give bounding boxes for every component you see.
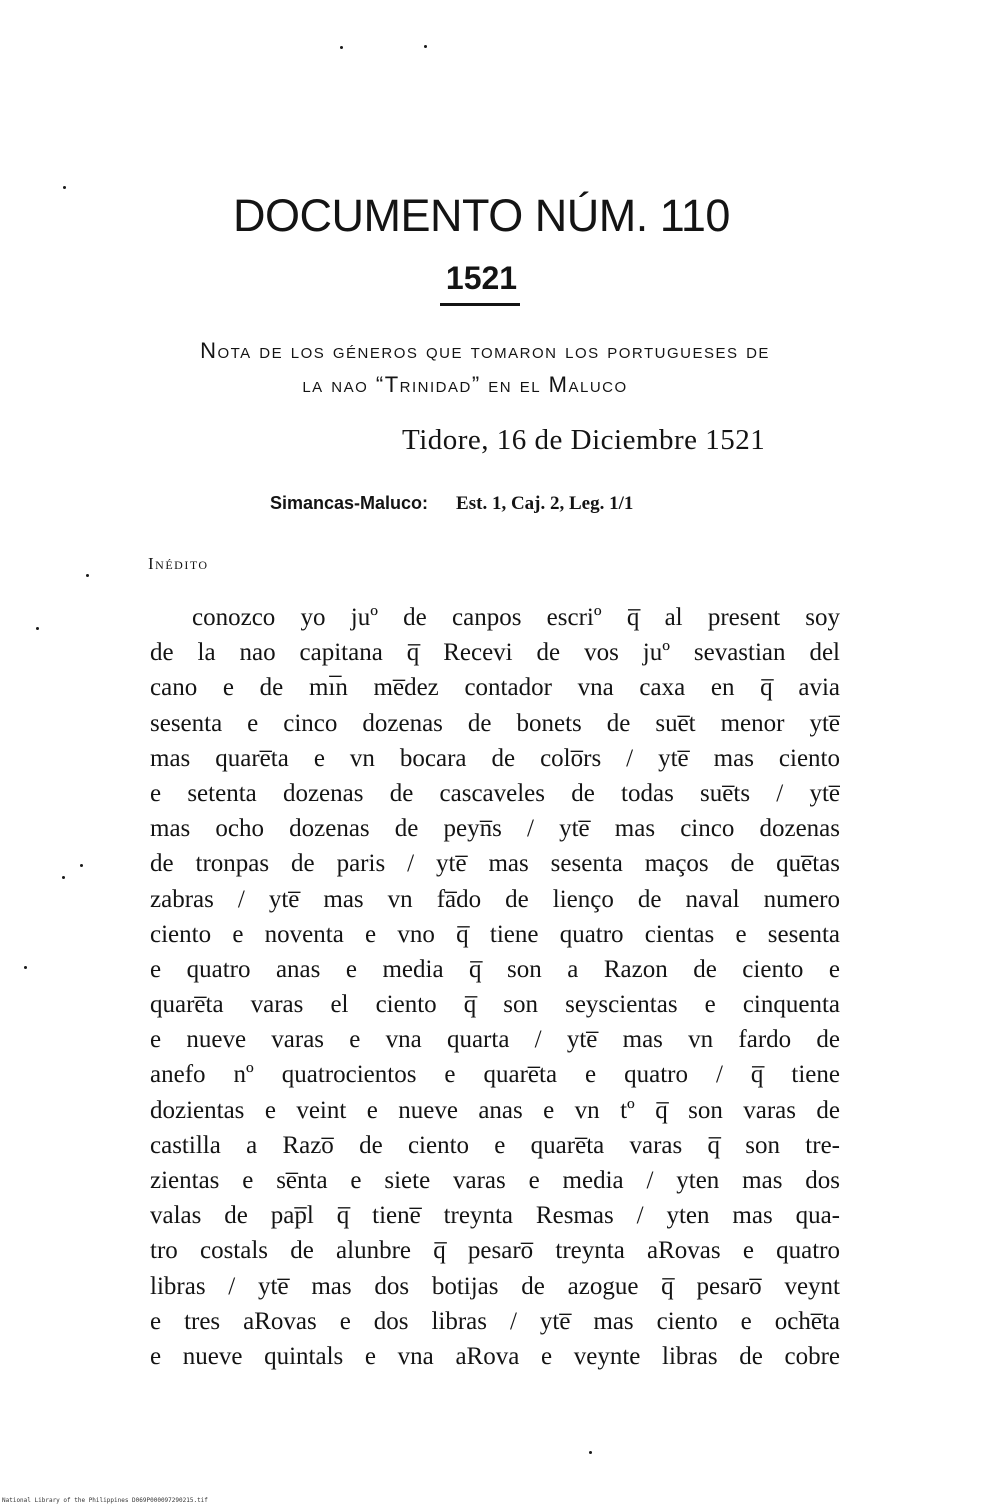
scan-speck [340,46,343,49]
scan-speck [86,574,89,577]
text-line: tro costals de alunbre q̅ pesaro̅ treynta aRovas e quatro [150,1237,840,1265]
subtitle-line-2: la nao “Trinidad” en el Maluco [302,372,628,397]
text-line: dozientas e veint e nueve anas e vn tº q̅ son varas de [150,1096,840,1124]
archive-reference: Est. 1, Caj. 2, Leg. 1/1 [456,493,634,514]
text-line: ciento e noventa e vno q̅ tiene quatro cientas e sesenta [150,920,840,948]
scan-speck [36,627,39,630]
text-line: e nueve quintals e vna aRova e veynte libras de cobre [150,1342,840,1370]
publication-status: Inédito [148,554,209,573]
scan-speck [589,1451,592,1454]
text-line: e setenta dozenas de cascaveles de todas sue̅ts / yte̅ [150,779,840,807]
text-line: zabras / yte̅ mas vn fa̅do de lienço de naval numero [150,885,840,913]
scan-speck [62,876,65,879]
text-line: libras / yte̅ mas dos botijas de azogue q̅ pesaro̅ veynt [150,1272,840,1300]
scan-speck [80,864,83,867]
text-line: valas de pap̅l q̅ tiene̅ treynta Resmas / yten mas qua- [150,1202,840,1230]
text-line: de tronpas de paris / yte̅ mas sesenta maços de que̅tas [150,850,840,878]
text-line: mas quare̅ta e vn bocara de colo̅rs / yte̅ mas ciento [150,744,840,772]
document-year: 1521 [445,260,518,296]
document-title: DOCUMENTO NÚM. 110 [233,190,730,241]
text-line: sesenta e cinco dozenas de bonets de sue̅t menor yte̅ [150,709,840,737]
place-date: Tidore, 16 de Diciembre 1521 [402,424,766,456]
text-line: cano e de mı̅n me̅dez contador vna caxa en q̅ avia [150,674,840,702]
archive-reference-line [270,489,633,518]
text-line: quare̅ta varas el ciento q̅ son seyscientas e cinquenta [150,991,840,1019]
archive-label: Simancas-Maluco: [270,493,429,513]
year-underline [440,303,520,306]
text-line: zientas e se̅nta e siete varas e media / yten mas dos [150,1167,840,1194]
text-line: de la nao capitana q̅ Recevi de vos juº sevastian del [150,639,840,667]
scan-speck [424,45,427,48]
scan-caption: National Library of the Philippines D069P000097290215.tif [2,1497,208,1504]
scan-speck [63,186,66,189]
text-line: e tres aRovas e dos libras / yte̅ mas ciento e oche̅ta [150,1307,840,1335]
scan-speck [24,966,27,969]
text-line: mas ocho dozenas de peyn̅s / yte̅ mas cinco dozenas [150,815,840,843]
text-line: e nueve varas e vna quarta / yte̅ mas vn fardo de [150,1026,840,1054]
subtitle-line-1: Nota de los géneros que tomaron los portugueses de [200,338,770,363]
text-line: castilla a Razo̅ de ciento e quare̅ta varas q̅ son tre- [150,1131,840,1159]
text-line: conozco yo juº de canpos escriº q̅ al present soy [192,604,840,631]
transcription-body [150,600,840,1374]
text-line: e quatro anas e media q̅ son a Razon de ciento e [150,955,840,983]
text-line: anefo nº quatrocientos e quare̅ta e quatro / q̅ tiene [150,1061,840,1089]
